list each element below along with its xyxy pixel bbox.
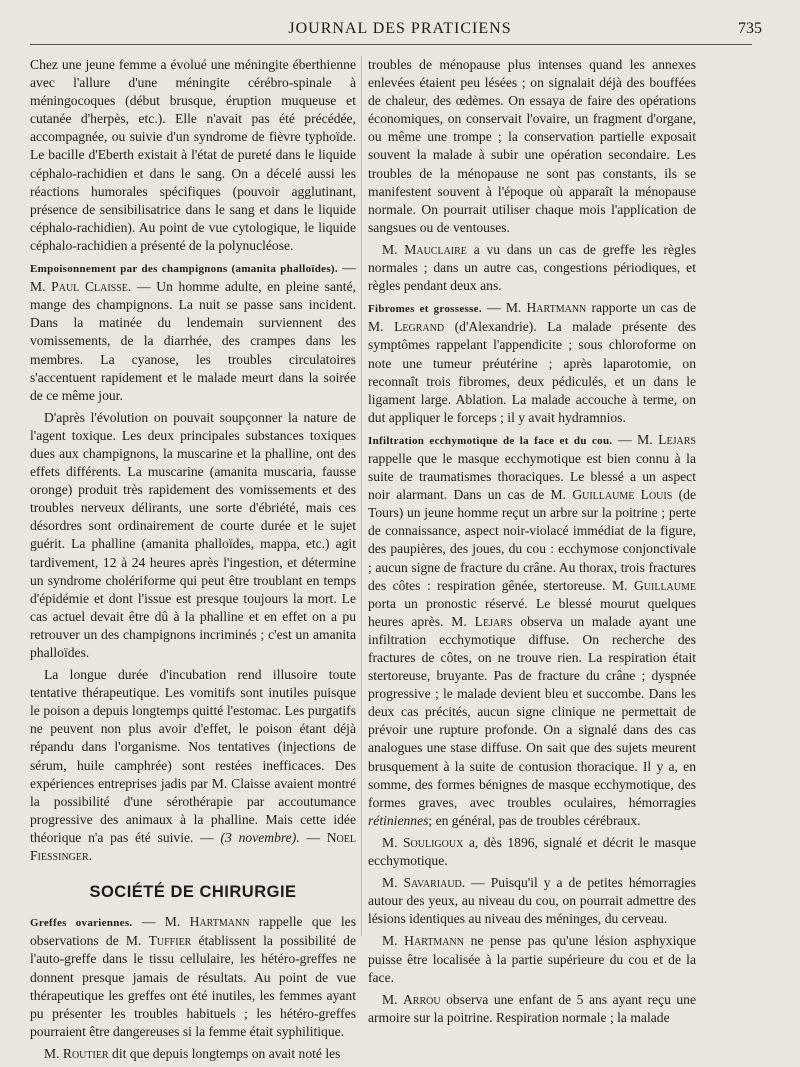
header-rule <box>30 44 752 45</box>
author-name: Lejars <box>474 613 513 629</box>
paragraph: troubles de ménopause plus intenses quand les annexes enlevées étaient peu lésées ; on signalait déjà des bouffées de chaleur, des œdèmes. On essaya de faire des opérations économiques, on conservait l'ovaire, un fragment d'organe, ou même une trompe ; la conservation partielle exposait souvent la malade à subir une opération secondaire. Les troubles de la ménopause ne sont pas constants, ils se manifestent souvent à l'époque où apparaît la ménopause normale. On pourrait utiliser chaque mois l'application de sangsues ou de ventouses. <box>368 57 696 235</box>
paragraph: La longue durée d'incubation rend illusoire toute tentative thérapeutique. Les vomitifs sont inutiles puisque le poison a depuis longtemps quitté l'estomac. Les purgatifs ne peuvent non plus avoir d'effet, le poison étant déjà répandu dans l'organisme. Nos tentatives (injections de sérum, huile camphrée) sont restées inefficaces. Des expériences entreprises jadis par M. Claisse avaient montré la possibilité d'une sérothérapie par accoutumance progressive des animaux à la phalline. Mais cette idée théorique n'a pas été suivie. — (3 novembre). — Noel Fiessinger. <box>30 667 356 864</box>
author-name: Lejars <box>658 431 696 447</box>
paragraph: M. Arrou observa une enfant de 5 ans ayant reçu une armoire sur la poitrine. Respiration normale ; la malade <box>368 991 696 1025</box>
right-column <box>368 56 696 1031</box>
rubric: Fibromes et grossesse. <box>368 303 482 316</box>
author-name: Hartmann <box>189 914 250 930</box>
paragraph: Greffes ovariennes. — M. Hartmann rappelle que les observations de M. Tuffier établissent la possibilité de l'auto-greffe dans le tissu cellulaire, les hétéro-greffes ne donnent presque jamais de résultats. Au point de vue thérapeutique les greffes ont été inutiles, les femmes ayant pu présenter les troubles habituels ; les hétéro-greffes pourraient être dangereuses si la femme était syphilitique. <box>30 914 357 1039</box>
author-name: Legrand <box>394 319 445 335</box>
paragraph: M. Hartmann ne pense pas qu'une lésion asphyxique puisse être localisée à la partie supérieure du cou et de la face. <box>368 933 696 985</box>
paragraph: M. Routier dit que depuis longtemps on avait noté les <box>44 1045 341 1061</box>
author-name: Paul Claisse <box>51 279 128 295</box>
signature: — Noel Fiessinger. <box>30 829 356 864</box>
paragraph: Infiltration ecchymotique de la face et du cou. — M. Lejars rappelle que le masque ecchymotique est bien connu à la suite de traumatismes thoraciques. Le blessé a un aspect noir alarmant. Dans un cas de M. Guillaume Louis (de Tours) un jeune homme reçut un arbre sur la poitrine ; perte de connaissance, aspect noir-violacé immédiat de la figure, des paupières, des joues, du cou : ecchymose conjonctivale ; aucun signe de fracture du crâne. Au thorax, trois fractures des côtes : respiration gênée, stertoreuse. M. Guillaume porta un pronostic réservé. Le blessé mourut quelques heures après. M. Lejars observa un malade ayant une infiltration ecchymotique diffuse. On recherche des fractures de côtes, on ne trouve rien. La respiration était stertoreuse, bruyante. Pas de fracture du crâne ; dyspnée progressive ; le malade devient bleu et succombe. Dans les deux cas précités, aucun signe clinique ne permettait de prévoir une rupture profonde. On a signalé dans des cas analogues une stase diffuse. On sait que des sujets meurent brusquement à la suite de contusion thoracique. Il y a, en somme, des formes bénignes de masque ecchymotique, des formes graves, avec troubles oculaires, hémorragies rétiniennes; en général, pas de troubles cérébraux. <box>368 431 696 828</box>
rubric: Infiltration ecchymotique de la face et du cou. <box>368 434 613 447</box>
paragraph: M. Mauclaire a vu dans un cas de greffe les règles normales ; dans un autre cas, congestions périodiques, et règles pendant deux ans. <box>368 241 696 294</box>
paragraph: Fibromes et grossesse. — M. Hartmann rapporte un cas de M. Legrand (d'Alexandrie). La malade présente des symptômes rappelant l'appendicite ; sous chloroforme on note une tumeur préutérine ; après laparotomie, on reconnaît trois fibromes, deux pédiculés, et un dans le ligament large. Ablation. La malade accouche à terme, on dut appliquer le forceps ; il y avait hydramnios. <box>368 300 696 425</box>
author-name: Savariaud <box>403 875 462 891</box>
paragraph: M. Souligoux a, dès 1896, signalé et décrit le masque ecchymotique. <box>368 834 696 869</box>
author-name: Guillaume <box>633 577 696 593</box>
paragraph: Chez une jeune femme a évolué une méningite éberthienne avec l'allure d'une méningite cérébro-spinale à méningocoques (début brusque, éruption muqueuse et cutanée d'herpès, etc.). Elle n'avait pas été précédée, accompagnée, ou suivie d'un syndrome de fièvre typhoïde. Le bacille d'Eberth existait à l'état de pureté dans le liquide céphalo-rachidien et dans le sang. On a décelé aussi les réactions humorales spécifiques (pouvoir agglutinant, présence de sensibilisatrice dans le sang et dans le liquide céphalo-rachidien). Au point de vue cytologique, le liquide céphalo-rachidien a présenté de la polynucléose. <box>30 57 356 253</box>
author-name: Arrou <box>402 991 441 1007</box>
italic-term: rétiniennes <box>368 812 429 828</box>
column-divider <box>361 56 362 936</box>
author-name: Hartmann <box>404 933 464 949</box>
author-name: Routier <box>62 1045 109 1061</box>
paragraph: M. Savariaud. — Puisqu'il y a de petites hémorragies autour des yeux, au niveau du cou, on pourrait admettre des lésions identiques au niveau des méninges, du cerveau. <box>368 875 696 927</box>
rubric: Greffes ovariennes. <box>30 917 133 930</box>
rubric: Empoisonnement par des champignons (amanita phalloïdes). <box>30 263 338 276</box>
journal-title: JOURNAL DES PRATICIENS <box>288 20 512 37</box>
running-head <box>30 20 770 40</box>
author-name: Hartmann <box>526 300 587 316</box>
date: (3 novembre). <box>220 829 300 845</box>
author-name: Guillaume Louis <box>572 487 673 503</box>
paragraph: D'après l'évolution on pouvait soupçonner la nature de l'agent toxique. Les deux principales substances toxiques dues aux champignons, la muscarine et la phalline, ont des effets différents. La muscarine (amanita muscaria, fausse oronge) produit très rapidement des vomissements et des troubles nerveux délirants, une sorte d'ébriété, mais ces désordres sont ordinairement de courte durée et le sujet guérit. La phalline (amanita phalloïdes, mappa, etc.) agit tardivement, 12 à 24 heures après l'ingestion, et détermine un syndrome cholériforme qui peut être troublant en temps d'épidémie et dont l'issue est presque toujours la mort. Le cas actuel devait être dû à la phalline et en effet on a pu retrouver un des champignons incriminés ; c'est un amanita phalloïdes. <box>30 409 356 660</box>
author-name: Tuffier <box>148 933 192 949</box>
left-column <box>30 56 356 1067</box>
section-heading: SOCIÉTÉ DE CHIRURGIE <box>89 883 297 902</box>
page-number: 735 <box>738 20 762 37</box>
author-name: Mauclaire <box>404 241 467 257</box>
author-name: Souligoux <box>402 834 464 850</box>
paragraph: Empoisonnement par des champignons (amanita phalloïdes). — M. Paul Claisse. — Un homme adulte, en pleine santé, mange des champignons. La nuit se passe sans incident. Dans la matinée du lendemain surviennent des vomissements, de la diarrhée, des crampes dans les membres. La cyanose, les troubles circulatoires s'accentuent rapidement et le malade meurt dans la soirée de ce même jour. <box>30 260 356 403</box>
